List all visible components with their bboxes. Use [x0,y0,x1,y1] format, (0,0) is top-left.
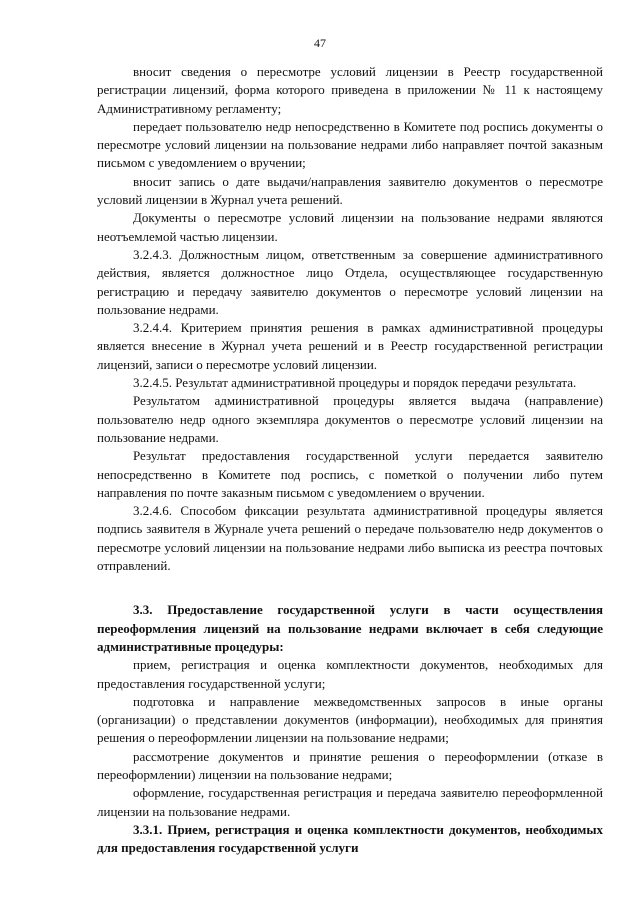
body-paragraph: Результатом административной процедуры является выдача (направление) пользователю недр одного экземпляра документов о пересмотре условий лицензии на пользование недрами. [97,393,603,445]
body-paragraph: 3.2.4.4. Критерием принятия решения в рамках административной процедуры является внесение в Журнал учета решений и в Реестр государственной регистрации лицензий, записи о пересмотре условий лицензии. [97,320,603,372]
document-body [97,63,603,857]
body-paragraph: 3.2.4.3. Должностным лицом, ответственным за совершение административного действия, является должностное лицо Отдела, осуществляющее государственную регистрацию и передачу заявителю документов о пересмотре условий лицензии на пользование недрами. [97,246,603,317]
body-paragraph: оформление, государственная регистрация и передача заявителю переоформленной лицензии на пользование недрами. [97,785,603,819]
page-number: 47 [314,36,326,50]
body-paragraph: прием, регистрация и оценка комплектности документов, необходимых для предоставления государственной услуги; [97,657,603,691]
body-paragraph: вносит сведения о пересмотре условий лицензии в Реестр государственной регистрации лицензий, форма которого приведена в приложении № 11 к настоящему Административному регламенту; [97,64,603,116]
section-heading: 3.3. Предоставление государственной услуги в части осуществления переоформления лицензий на пользование недрами включает в себя следующие административные процедуры: [97,602,603,654]
body-paragraph: Документы о пересмотре условий лицензии на пользование недрами являются неотъемлемой частью лицензии. [97,210,603,244]
section-heading: 3.3.1. Прием, регистрация и оценка комплектности документов, необходимых для предоставления государственной услуги [97,821,603,856]
body-paragraph: 3.2.4.5. Результат административной процедуры и порядок передачи результата. [133,375,577,391]
body-paragraph: передает пользователю недр непосредственно в Комитете под роспись документы о пересмотре условий лицензии на пользование недрами либо направляет почтой заказным письмом с уведомлением о вручении; [97,118,603,171]
body-paragraph: подготовка и направление межведомственных запросов в иные органы (организации) о представлении документов (информации), необходимых для принятия решения о переоформлении лицензии на пользование недрами; [97,693,603,746]
body-paragraph: Результат предоставления государственной услуги передается заявителю непосредственно в Комитете под роспись, с пометкой о получении либо путем направления по почте заказным письмом с уведомлением о вручении. [97,448,603,500]
body-paragraph: 3.2.4.6. Способом фиксации результата административной процедуры является подпись заявителя в Журнале учета решений о передаче пользователю недр документов о пересмотре условий лицензии на пользование недрами либо выписка из реестра почтовых отправлений. [97,503,603,574]
body-paragraph: рассмотрение документов и принятие решения о переоформлении (отказе в переоформлении) лицензии на пользование недрами; [97,748,603,782]
body-paragraph: вносит запись о дате выдачи/направления заявителю документов о пересмотре условий лицензии в Журнал учета решений. [97,173,603,208]
